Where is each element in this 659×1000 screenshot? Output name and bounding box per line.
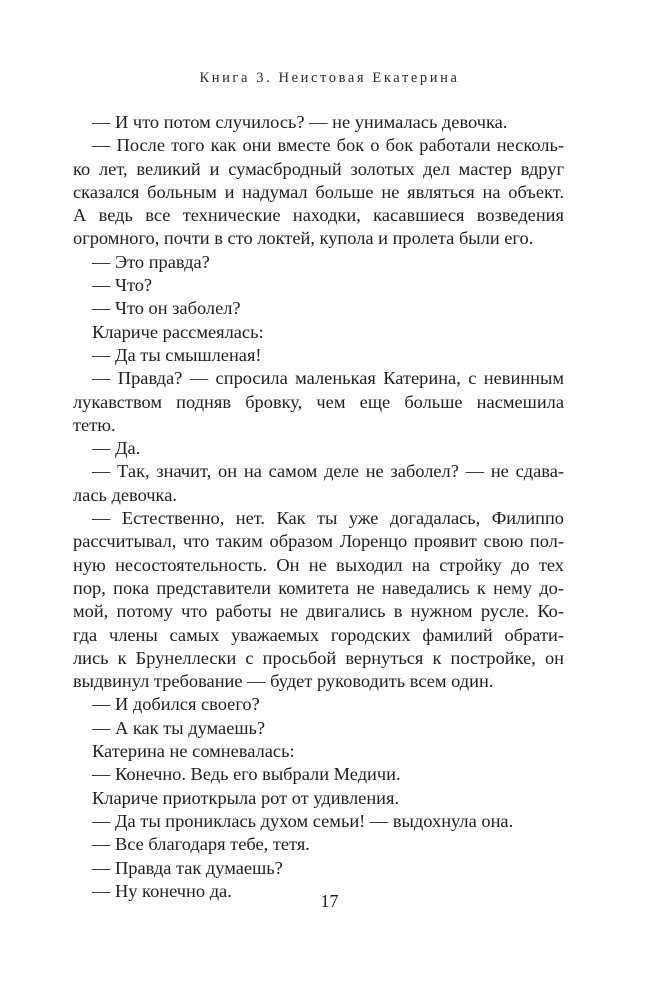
text-line: — Так, значит, он на самом деле не заболел? — не сдава- bbox=[92, 461, 564, 482]
text-line: Катерина не сомневалась: bbox=[92, 741, 295, 762]
text-line: Клариче рассмеялась: bbox=[92, 321, 264, 342]
text-line: Клариче приоткрыла рот от удивления. bbox=[92, 787, 400, 808]
text-line: гда члены самых уважаемых городских фамилий обрати- bbox=[73, 624, 564, 645]
text-line: А ведь все технические находки, касавшиеся возведения bbox=[73, 205, 564, 226]
text-line: выдвинул требование — будет руководить всем один. bbox=[73, 671, 494, 692]
text-line: лукавством подняв бровку, чем еще больше насмешила bbox=[73, 391, 564, 412]
text-line: — После того как они вместе бок о бок работали несколь- bbox=[92, 135, 564, 156]
page-number: 17 bbox=[320, 891, 339, 911]
text-line: — Это правда? bbox=[92, 251, 210, 272]
text-line: — Что? bbox=[92, 275, 153, 296]
text-line: лась девочка. bbox=[73, 484, 177, 505]
text-line: лись к Брунеллески с просьбой вернуться к постройке, он bbox=[73, 647, 564, 668]
text-line: — Правда? — спросила маленькая Катерина, с невинным bbox=[92, 368, 564, 389]
text-line: сказался больным и надумал больше не являться на объект. bbox=[73, 181, 564, 202]
text-line: — Да ты смышленая! bbox=[92, 344, 262, 365]
text-line: — Да ты прониклась духом семьи! — выдохнула она. bbox=[92, 810, 514, 831]
text-line: — Ну конечно да. bbox=[92, 880, 232, 901]
text-line: — Все благодаря тебе, тетя. bbox=[92, 834, 310, 855]
text-line: тетю. bbox=[73, 414, 116, 435]
text-line: пор, пока представители комитета не наведались к нему до- bbox=[73, 577, 564, 598]
text-line: — Естественно, нет. Как ты уже догадалась, Филиппо bbox=[92, 508, 564, 529]
text-line: — Правда так думаешь? bbox=[92, 857, 283, 878]
text-line: ную несостоятельность. Он не выходил на стройку до тех bbox=[73, 554, 564, 575]
body-text bbox=[73, 111, 564, 903]
running-head: Книга 3. Неистовая Екатерина bbox=[199, 70, 460, 86]
text-line: рассчитывал, что таким образом Лоренцо проявит свою пол- bbox=[73, 531, 564, 552]
text-line: — И добился своего? bbox=[92, 694, 260, 715]
text-line: ко лет, великий и сумасбродный золотых дел мастер вдруг bbox=[73, 158, 564, 179]
text-line: — Что он заболел? bbox=[92, 298, 241, 319]
text-line: — А как ты думаешь? bbox=[92, 717, 266, 738]
text-line: огромного, почти в сто локтей, купола и пролета были его. bbox=[73, 228, 534, 249]
text-line: — И что потом случилось? — не унималась девочка. bbox=[92, 112, 508, 132]
text-line: — Конечно. Ведь его выбрали Медичи. bbox=[92, 764, 401, 785]
text-line: мой, потому что работы не двигались в нужном русле. Ко- bbox=[73, 601, 564, 622]
text-line: — Да. bbox=[92, 438, 141, 459]
